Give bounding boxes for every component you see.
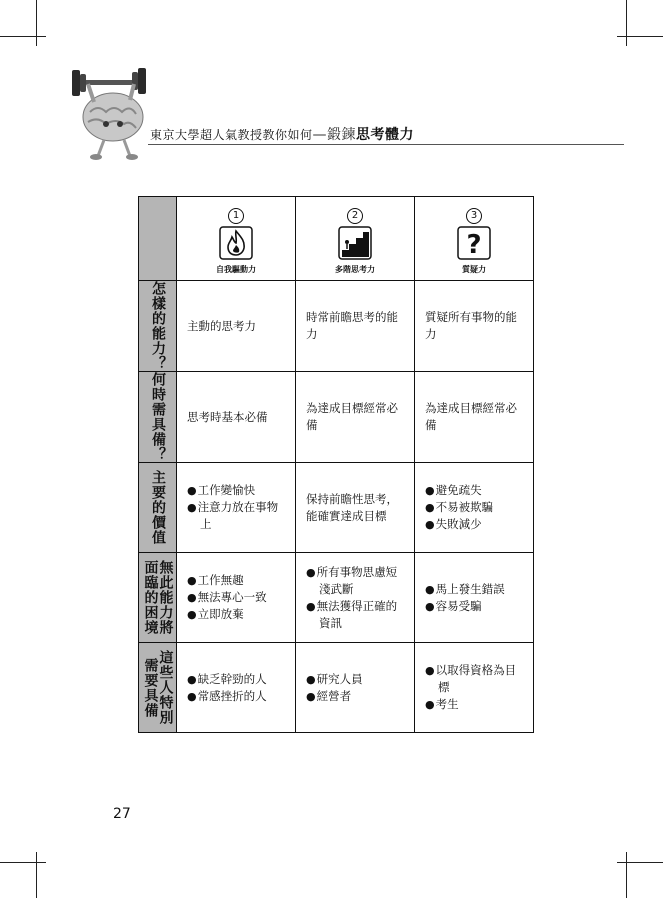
column-header — [415, 197, 534, 281]
column-label: 自我驅動力 — [216, 265, 256, 274]
bullet-item: ● 容易受騙 — [425, 598, 523, 615]
cell-text: 保持前瞻性思考，能確實達成目標 — [306, 491, 398, 523]
table-cell — [296, 463, 415, 553]
question-mark-icon — [457, 226, 491, 260]
table-cell — [177, 643, 296, 733]
cell-text: 為達成目標經常必備 — [425, 401, 517, 432]
crop-mark — [36, 0, 37, 46]
bullet-item: ● 工作無趣 — [187, 572, 285, 589]
title-prefix: 東京大學超人氣教授教你如何 — [150, 128, 313, 142]
row-header — [139, 553, 177, 643]
column-header — [177, 197, 296, 281]
crop-mark — [626, 0, 627, 46]
bullet-item: ● 以取得資格為目標 — [425, 662, 523, 696]
table-row — [139, 643, 534, 733]
crop-mark — [617, 862, 663, 863]
table-cell — [415, 281, 534, 372]
bullet-item: ● 常感挫折的人 — [187, 688, 285, 705]
cell-text: 主動的思考力 — [187, 318, 256, 333]
column-number: 1 — [228, 208, 244, 224]
table-cell — [296, 553, 415, 643]
table-row — [139, 553, 534, 643]
row-header-line: 面臨的困境 — [142, 560, 159, 635]
bullet-item: ● 避免疏失 — [425, 482, 523, 499]
crop-mark — [617, 36, 663, 37]
column-label: 質疑力 — [462, 265, 486, 274]
ability-comparison-table — [138, 196, 534, 733]
title-bold: 思考體力 — [356, 127, 415, 143]
bullet-item: ● 不易被欺騙 — [425, 499, 523, 516]
row-header-line: 這些人特別 — [157, 650, 174, 725]
table-cell — [177, 372, 296, 463]
row-header-line: 需要具備 — [142, 657, 159, 718]
bullet-item: ● 缺乏幹勁的人 — [187, 671, 285, 688]
table-cell — [177, 553, 296, 643]
row-header-text: 主要的價值 — [150, 470, 166, 545]
table-cell — [296, 281, 415, 372]
crop-mark — [0, 862, 46, 863]
crop-mark — [0, 36, 46, 37]
table-cell — [296, 372, 415, 463]
header-rule — [148, 144, 624, 145]
table-cell — [415, 643, 534, 733]
book-running-title — [150, 124, 414, 144]
bullet-item: ● 所有事物思慮短淺武斷 — [306, 564, 404, 598]
bullet-item: ● 注意力放在事物上 — [187, 499, 285, 533]
column-header — [296, 197, 415, 281]
row-header-line: 無此能力將 — [157, 560, 174, 635]
row-header — [139, 463, 177, 553]
svg-text:?: ? — [466, 230, 482, 260]
bullet-item: ● 研究人員 — [306, 671, 404, 688]
cell-text: 為達成目標經常必備 — [306, 401, 398, 432]
bullet-item: ● 工作變愉快 — [187, 482, 285, 499]
table-cell — [415, 553, 534, 643]
bullet-item: ● 考生 — [425, 696, 523, 713]
bullet-item: ● 無法專心一致 — [187, 589, 285, 606]
table-row — [139, 281, 534, 372]
table-cell — [415, 463, 534, 553]
table-cell — [415, 372, 534, 463]
bullet-item: ● 無法獲得正確的資訊 — [306, 598, 404, 632]
table-cell — [177, 463, 296, 553]
title-light: 鍛鍊 — [327, 127, 357, 143]
cell-text: 質疑所有事物的能力 — [425, 310, 517, 341]
cell-text: 思考時基本必備 — [187, 409, 268, 424]
row-header — [139, 372, 177, 463]
column-number: 2 — [347, 208, 363, 224]
bullet-item: ● 立即放棄 — [187, 606, 285, 623]
bullet-item: ● 經營者 — [306, 688, 404, 705]
table-corner-cell — [139, 197, 177, 281]
stairs-icon — [338, 226, 372, 260]
table-row — [139, 463, 534, 553]
brain-barbell-mascot-icon — [68, 62, 158, 162]
bullet-item: ● 馬上發生錯誤 — [425, 581, 523, 598]
row-header-text — [143, 650, 173, 725]
row-header-text: 怎樣的能力？ — [150, 281, 166, 371]
column-label: 多階思考力 — [335, 265, 375, 274]
crop-mark — [36, 852, 37, 898]
row-header-text: 何時需具備？ — [150, 372, 166, 462]
fire-icon — [219, 226, 253, 260]
row-header-text — [143, 560, 173, 635]
page-number: 27 — [113, 806, 131, 822]
table-cell — [177, 281, 296, 372]
crop-mark — [626, 852, 627, 898]
cell-text: 時常前瞻思考的能力 — [306, 310, 398, 341]
bullet-item: ● 失敗減少 — [425, 516, 523, 533]
row-header — [139, 643, 177, 733]
title-dash: — — [312, 127, 328, 143]
table-cell — [296, 643, 415, 733]
column-number: 3 — [466, 208, 482, 224]
row-header — [139, 281, 177, 372]
table-header-row — [139, 197, 534, 281]
table-row — [139, 372, 534, 463]
